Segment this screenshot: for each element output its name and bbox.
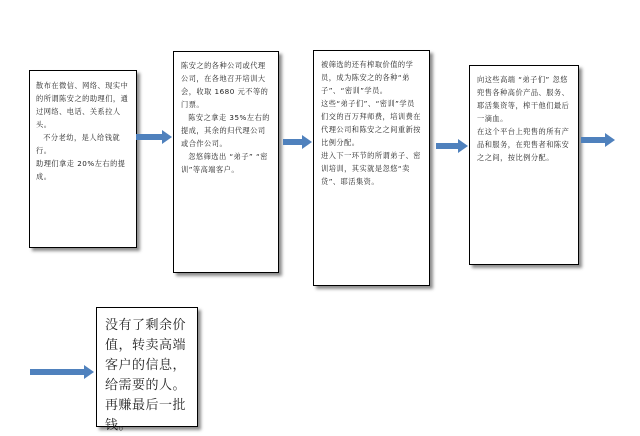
step-3-text-1: 被筛选的还有榨取价值的学员，成为陈安之的各种“弟子”、“密训”学员。 <box>321 60 414 95</box>
step-3-text-2: 这些“弟子们”、“密训”学员们交的百万拜师费，培训费在代理公司和陈安之之间重新按比例分配。 <box>321 99 421 147</box>
step-1-box <box>29 70 137 248</box>
step-2-text-3: 忽悠筛选出 “弟子” “密训”等高端客户。 <box>181 152 268 174</box>
step-3-text-3: 进入下一环节的所谓弟子、密训培训，其实就是忽悠“卖货”、耶活集资。 <box>321 151 421 186</box>
step-5-box <box>96 307 198 433</box>
arrow-right-icon <box>30 365 94 379</box>
step-3-box <box>313 50 430 286</box>
arrow-right-icon <box>581 133 615 147</box>
step-4-box <box>469 65 579 265</box>
step-4-text-1: 向这些高端 “弟子们” 忽悠兜售各种高价产品、服务、耶活集资等，榨干他们最后一滴血。 <box>477 75 570 123</box>
step-1-text-3: 助理们拿走 20%左右的提成。 <box>36 159 126 181</box>
step-1-text-2: 不分老幼，是人给钱就行。 <box>36 133 121 155</box>
step-2-box <box>173 51 279 273</box>
arrow-right-icon <box>436 139 468 153</box>
arrow-right-icon <box>283 135 312 149</box>
step-5-text-1: 没有了剩余价值，转卖高端客户的信息，给需要的人。再赚最后一批钱。 <box>105 318 187 433</box>
step-4-text-2: 在这个平台上兜售的所有产品和服务，在兜售者和陈安之之间，按比例分配。 <box>477 127 570 162</box>
arrow-right-icon <box>136 130 172 144</box>
step-1-text-1: 散布在微信、网络、现实中的所谓陈安之的助理们，通过网络、电话、关系拉人头。 <box>36 81 129 129</box>
step-2-text-2: 陈安之拿走 35%左右的提成，其余的归代理公司或合作公司。 <box>181 113 270 148</box>
step-2-text-1: 陈安之的各种公司或代理公司，在各地召开培训大会，收取 1680 元不等的门票。 <box>181 61 269 109</box>
